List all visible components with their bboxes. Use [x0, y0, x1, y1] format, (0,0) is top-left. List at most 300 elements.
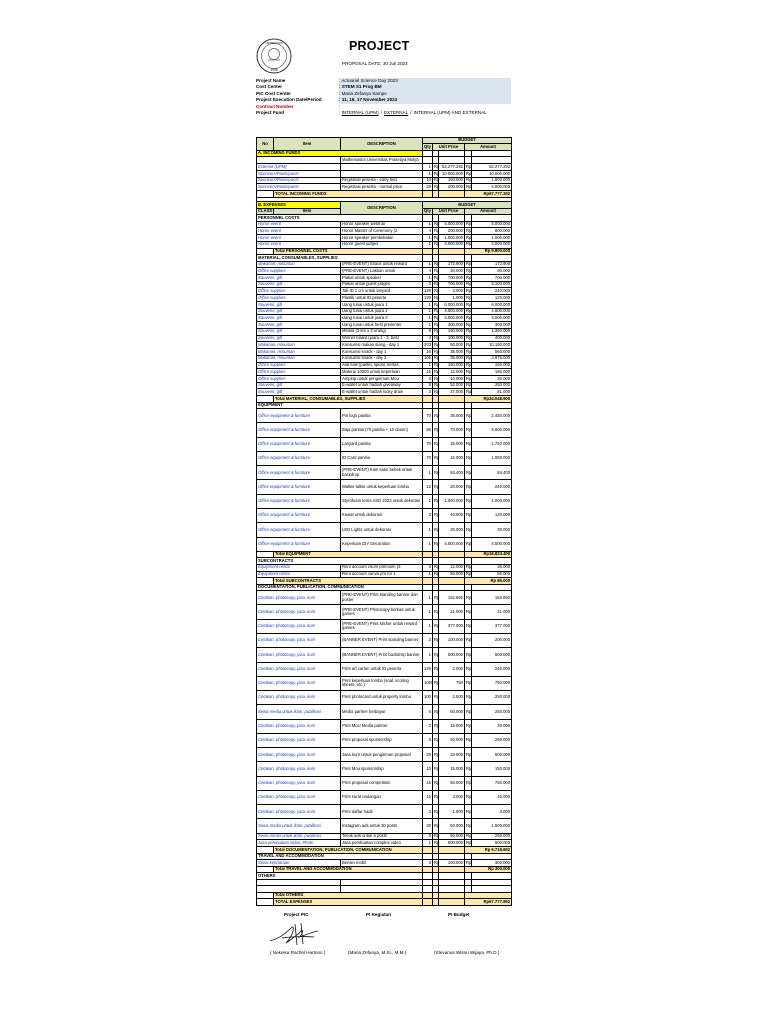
item-amount: 120.000 [472, 295, 512, 302]
cost-center: STEM S1 Prog BM [341, 84, 382, 90]
item-unit-price: 70.000 [439, 423, 465, 437]
currency-label: Rp [433, 509, 439, 523]
handwritten-signature [268, 921, 320, 947]
item-description: (PRE-EVENT) Snack untuk reward [341, 261, 423, 268]
fund-internal: INTERNAL (UPM) [341, 109, 379, 115]
item-class: Office equipment & furniture [257, 523, 341, 537]
item-description: (PRE-EVENT) Lakban untuk [341, 268, 423, 275]
item-class: Cetakan, photocopy, jasa, kurir [257, 790, 341, 804]
total-row [257, 899, 512, 905]
item-class [257, 157, 341, 164]
item-class: Cetakan, photocopy, jasa, kurir [257, 776, 341, 790]
column-header: BUDGET [423, 202, 512, 208]
line-item-row [257, 619, 512, 633]
item-description: Rent account zoom premium (3 [341, 564, 423, 571]
info-label: PIC Cost Center [256, 90, 291, 96]
item-unit-price: 20.000 [439, 480, 465, 494]
item-unit-price: 1.000 [439, 295, 465, 302]
item-description: Registrasi peserta - normal price [341, 184, 423, 191]
currency-label: Rp [466, 314, 472, 320]
item-qty [423, 157, 433, 164]
item-class: Souvenir, gift [257, 335, 341, 342]
info-label: Project Fund [256, 109, 285, 115]
line-item-row [257, 537, 512, 551]
currency-label: Rp [433, 762, 439, 776]
currency-label: Rp [466, 840, 472, 846]
item-unit-price: 50.000 [439, 819, 465, 833]
item-description: Print art carton untuk ID peserta [341, 662, 423, 676]
item-unit-price: 500.000 [439, 648, 465, 662]
currency-label: Rp [433, 466, 439, 480]
currency-label: Rp [433, 619, 439, 633]
item-qty: 20 [423, 184, 433, 191]
item-amount: 21.000 [472, 605, 512, 619]
item-description: (PRE-EVENT) Print sticker untuk reward games [341, 619, 423, 633]
item-qty: 1 [423, 241, 433, 248]
item-unit-price: 50.000 [439, 733, 465, 747]
currency-label: Rp [466, 833, 472, 839]
item-unit-price: 50.000 [439, 833, 465, 840]
item-class: Cetakan, photocopy, jasa, kurir [257, 762, 341, 776]
line-item-row [257, 833, 512, 840]
item-unit-price: 15.000 [439, 762, 465, 776]
item-unit-price: 52.277.292 [439, 164, 465, 171]
currency-label: Rp [465, 719, 472, 733]
currency-label: Rp [434, 308, 440, 314]
item-qty: 1 [423, 591, 433, 605]
item-class: External (UPM) [257, 164, 341, 171]
total-amount: Rp16.824.400 [465, 551, 512, 557]
column-header: Qty [424, 143, 431, 149]
item-description: Honor speaker pembekalan [341, 235, 423, 242]
line-item-row [257, 634, 512, 648]
item-qty: 4 [423, 335, 433, 342]
item-description: Uang tunai untuk best presenter [341, 322, 423, 329]
currency-label: Rp [434, 221, 440, 227]
currency-label: Rp [466, 321, 472, 327]
currency-label: Rp [465, 733, 472, 747]
currency-label: Rp [465, 466, 472, 480]
section-label: MATERIAL, CONSUMABLES, SUPPLIES [257, 255, 423, 261]
project-info [256, 78, 511, 116]
item-class: Makanan, minuman [257, 355, 341, 362]
item-description: E-wallet untuk hadiah giveaway [341, 382, 423, 389]
item-description: Bensin mobil [341, 860, 423, 867]
currency-label: Rp [434, 294, 440, 300]
currency-label: Rp [466, 308, 472, 314]
item-qty: 1 [423, 301, 433, 308]
total-label: TOTAL INCOMING FUNDS [274, 191, 423, 197]
table-cell [257, 899, 274, 905]
item-qty: 1 [423, 235, 433, 242]
section-label: OTHERS [257, 873, 423, 879]
item-qty: 1 [423, 537, 433, 551]
currency-label: Rp [434, 177, 440, 183]
item-description: Tiktok ads untuk 5 posts [341, 833, 423, 840]
logo-year: 1995 [270, 68, 278, 72]
item-amount: 30.000 [472, 523, 512, 537]
item-amount: 377.000 [472, 619, 512, 633]
item-description: (BANNER EVENT) Print standing banner [341, 634, 423, 648]
currency-label: Rp [466, 261, 472, 267]
line-item-row [257, 315, 512, 322]
item-class: Sponsors/Participants [257, 184, 341, 191]
item-unit-price: 12.000 [439, 564, 465, 571]
line-item-row [257, 860, 512, 867]
line-item-row [257, 164, 512, 171]
currency-label: Rp [433, 776, 439, 790]
currency-label: Rp [466, 328, 472, 334]
currency-label: Rp [465, 494, 472, 508]
column-header: DESCRIPTION [341, 202, 423, 215]
total-amount: Rp67.777.292 [465, 191, 512, 197]
item-class: Cetakan, photocopy, jasa, kurir [257, 733, 341, 747]
column-header: Unit Price [433, 208, 465, 214]
item-amount: 45.000 [472, 790, 512, 804]
item-qty: 4 [423, 228, 433, 235]
currency-label: Rp [433, 591, 439, 605]
item-class: Souvenir, gift [257, 389, 341, 396]
item-class: Makanan, minuman [257, 342, 341, 349]
item-class: Souvenir, gift [257, 315, 341, 322]
item-description: Honor speaker webinar [341, 221, 423, 228]
item-qty: 5 [423, 382, 433, 389]
line-item-row [257, 308, 512, 315]
item-description: Keperluan DIY Decoration [341, 537, 423, 551]
item-amount: 250.000 [472, 733, 512, 747]
line-item-row [257, 261, 512, 268]
item-class: Souvenir, gift [257, 328, 341, 335]
item-unit-price: 4.500.000 [439, 308, 465, 315]
item-unit-price: 500.000 [439, 840, 465, 847]
currency-label: Rp [433, 790, 439, 804]
item-description: Kawat untuk dekorasi [341, 509, 423, 523]
currency-label: Rp [465, 423, 472, 437]
item-unit-price [439, 157, 465, 164]
currency-label: Rp [433, 719, 439, 733]
item-qty: 5 [423, 833, 433, 840]
item-amount: 3.675.000 [472, 355, 512, 362]
item-amount: 260.000 [472, 382, 512, 389]
currency-label: Rp [434, 267, 440, 273]
item-unit-price: 100.000 [439, 335, 465, 342]
table-cell [423, 899, 433, 905]
item-unit-price: 50.000 [439, 571, 465, 578]
item-unit-price: 3.000.000 [439, 315, 465, 322]
item-description: Tali ID 1 cm untuk lanyard [341, 288, 423, 295]
item-amount: 500.000 [472, 648, 512, 662]
item-class: Jasa pembuatan video, Photo [257, 840, 341, 847]
item-qty: 3 [423, 389, 433, 396]
item-description: Jasa pembuatan complex video [341, 840, 423, 847]
currency-label: Rp [434, 170, 440, 176]
item-amount: 2.450.000 [472, 409, 512, 423]
item-amount: 180.000 [472, 369, 512, 376]
item-unit-price: 150.000 [439, 177, 465, 184]
currency-label: Rp [434, 833, 440, 839]
item-class: Equipment rental [257, 564, 341, 571]
item-amount: 250.000 [472, 833, 512, 840]
currency-label: Rp [466, 335, 472, 341]
line-item-row [257, 221, 512, 228]
line-item-row [257, 494, 512, 508]
currency-label: Rp [465, 437, 472, 451]
item-unit-price: 100.000 [439, 860, 465, 867]
line-item-row [257, 705, 512, 719]
total-label: Total DOCUMENTATION, PUBLICATION, COMMUNICATION [274, 847, 423, 853]
currency-label: Rp [434, 335, 440, 341]
item-class: Honor event [257, 228, 341, 235]
item-description: Print proposal competition [341, 776, 423, 790]
currency-label: Rp [466, 571, 472, 577]
currency-label: Rp [466, 170, 472, 176]
item-qty: 1 [423, 466, 433, 480]
item-description: Konsumsi makan siang - day 1 [341, 342, 423, 349]
line-item-row [257, 648, 512, 662]
item-description: Rent account canva pro for 1 [341, 571, 423, 578]
line-item-row [257, 177, 512, 184]
item-description: (PRE-EVENT) Print standing banner dan poster [341, 591, 423, 605]
currency-label: Rp [433, 480, 439, 494]
item-amount: 6.000.000 [472, 301, 512, 308]
item-qty: 105 [424, 355, 431, 361]
currency-label: Rp [433, 605, 439, 619]
total-amount: Rp 6.718.692 [465, 847, 512, 853]
signature-title-pi: PI Kegiatan [366, 912, 392, 917]
item-unit-price: 27.000 [439, 389, 465, 396]
item-unit-price: 200.000 [439, 184, 465, 191]
line-item-row [257, 564, 512, 571]
currency-label [465, 157, 472, 164]
fund-external: EXTERNAL [383, 109, 409, 115]
currency-label: Rp [466, 234, 472, 240]
currency-label: Rp [434, 564, 440, 570]
item-unit-price: 6.000.000 [439, 301, 465, 308]
item-qty: 10 [423, 177, 433, 184]
item-class: Cetakan, photocopy, jasa, kurir [257, 805, 341, 819]
item-description: Medali (3 tim x 3 orang) [341, 328, 423, 335]
item-qty: 3 [423, 509, 433, 523]
proposal-date: PROPOSAL DATE: 30 Juli 2023 [342, 61, 408, 66]
item-class: Souvenir, gift [257, 281, 341, 288]
item-amount: 240.000 [472, 288, 512, 295]
item-unit-price: 3.000.000 [439, 241, 465, 248]
line-item-row [257, 268, 512, 275]
item-class: Office supplies [257, 362, 341, 369]
item-class: Office supplies [257, 369, 341, 376]
currency-label: Rp [433, 662, 439, 676]
logo-text: UNIVERSITAS [265, 41, 283, 45]
line-item-row [257, 819, 512, 833]
item-description: Walkie talkie untuk keperluan lomba [341, 480, 423, 494]
item-class: Honor event [257, 221, 341, 228]
currency-label: Rp [434, 163, 440, 169]
item-amount: 172.900 [472, 261, 512, 268]
item-qty: 100 [423, 691, 433, 705]
line-item-row [257, 389, 512, 396]
item-description: Print MoU Media partner [341, 719, 423, 733]
line-item-row [257, 295, 512, 302]
item-description: Print Mou sponsorship [341, 762, 423, 776]
currency-label: Rp [466, 348, 472, 354]
currency-label: Rp [434, 571, 440, 577]
currency-label: Rp [466, 241, 472, 247]
item-amount: 30.000 [472, 719, 512, 733]
item-description: Print surat undangan [341, 790, 423, 804]
section-label: PERSONNEL COSTS [257, 215, 423, 221]
item-unit-price: 700.000 [439, 281, 465, 288]
item-unit-price: 150.000 [439, 362, 465, 369]
currency-label: Rp [466, 375, 472, 381]
currency-label: Rp [434, 328, 440, 334]
item-unit-price: 10.000 [439, 375, 465, 382]
line-item-row [257, 328, 512, 335]
item-class: Office equipment & furniture [257, 437, 341, 451]
section-label: SUBCONTRACTS [257, 558, 423, 564]
fund-both: INTERNAL (UPM) AND EXTERNAL [413, 109, 487, 115]
item-class: Sponsors/Participants [257, 177, 341, 184]
item-description: Plakat untuk speaker [341, 274, 423, 281]
item-class: Sewa kendaraan [257, 860, 341, 867]
item-unit-price: 15.000 [439, 451, 465, 465]
item-description: Baju panitia (70 panitia + 10 dosen) [341, 423, 423, 437]
total-label: TOTAL EXPENSES [274, 899, 423, 905]
item-description: Uang tunai untuk juara 3 [341, 315, 423, 322]
item-class: Sewa media untuk iklan, publikasi [257, 833, 341, 840]
currency-label: Rp [466, 368, 472, 374]
currency-label: Rp [433, 819, 439, 833]
line-item-row [257, 748, 512, 762]
item-qty: 203 [424, 341, 431, 347]
item-class: Souvenir, gift [257, 301, 341, 308]
signature-name-pi: (Maria Zefanya, M.Si., M.M.) [348, 950, 407, 955]
line-item-row [257, 157, 512, 164]
item-class: Souvenir, gift [257, 322, 341, 329]
currency-label: Rp [465, 523, 472, 537]
item-class: Cetakan, photocopy, jasa, kurir [257, 662, 341, 676]
item-amount: 240.000 [472, 662, 512, 676]
line-item-row [257, 409, 512, 423]
item-unit-price: 25.000 [439, 748, 465, 762]
item-qty: 15 [423, 776, 433, 790]
item-unit-price: 152.692 [439, 591, 465, 605]
item-amount: 1.350.000 [472, 328, 512, 335]
item-description: Registrasi peserta - early bird [341, 177, 423, 184]
signature-title-pic: Project PIC [284, 912, 309, 917]
item-class: Souvenir, gift [257, 308, 341, 315]
item-amount: 2.100.000 [472, 281, 512, 288]
item-qty: 2 [423, 719, 433, 733]
item-unit-price: 21.000 [439, 605, 465, 619]
item-class: Souvenir, gift [257, 274, 341, 281]
line-item-row [257, 451, 512, 465]
item-unit-price: 2.000 [439, 662, 465, 676]
item-class: Cetakan, photocopy, jasa, kurir [257, 691, 341, 705]
item-amount: 500.000 [472, 840, 512, 847]
item-class: Office supplies [257, 295, 341, 302]
currency-label: Rp [434, 274, 440, 280]
currency-label: Rp [465, 591, 472, 605]
line-item-row [257, 335, 512, 342]
currency-label: Rp [433, 494, 439, 508]
item-qty: 15 [423, 369, 433, 376]
total-label: Total OTHERS [274, 892, 423, 898]
item-class: Office equipment & furniture [257, 423, 341, 437]
item-amount: 400.000 [472, 335, 512, 342]
currency-label: Rp [434, 348, 440, 354]
item-amount: 250.000 [472, 691, 512, 705]
currency-label: Rp [434, 321, 440, 327]
info-row-fund [256, 110, 511, 116]
line-item-row [257, 762, 512, 776]
item-description: (PRE-EVENT) Photocopy berkas untuk games [341, 605, 423, 619]
item-amount: 80.000 [472, 268, 512, 275]
item-qty: 70 [423, 437, 433, 451]
item-class: Equipment rental [257, 571, 341, 578]
currency-label: Rp [434, 362, 440, 368]
currency-label: Rp [466, 184, 472, 189]
item-description [341, 170, 423, 177]
item-amount: 750.000 [472, 676, 512, 690]
item-description: LED Lights untuk dekorasi [341, 523, 423, 537]
item-class: Cetakan, photocopy, jasa, kurir [257, 591, 341, 605]
item-amount [472, 157, 512, 164]
currency-label: Rp [434, 241, 440, 247]
item-unit-price: 1.000.000 [439, 235, 465, 242]
item-qty: 1000 [423, 676, 433, 690]
item-amount: 750.000 [472, 776, 512, 790]
total-label: Total MATERIAL, CONSUMABLES, SUPPLIES [274, 396, 423, 402]
column-header: Qty [424, 208, 431, 214]
currency-label: Rp [434, 281, 440, 287]
currency-label: Rp [466, 859, 472, 865]
item-amount: 120.000 [472, 509, 512, 523]
item-description: (PRE-EVENT) Kain satin bebek untuk backdrop [341, 466, 423, 480]
total-label: Total PERSONNEL COSTS [274, 248, 423, 254]
item-unit-price: 10.000.000 [439, 170, 465, 177]
line-item-row [257, 790, 512, 804]
signature-name-pic: ( Nekeisa Rachel Hartono ) [270, 950, 326, 955]
item-description: Honor Master of Ceremony (2 [341, 228, 423, 235]
item-amount: 4.500.000 [472, 537, 512, 551]
item-qty: 80 [423, 423, 433, 437]
currency-label: Rp [465, 805, 472, 819]
currency-label: Rp [466, 301, 472, 307]
item-class: Office equipment & furniture [257, 509, 341, 523]
item-qty: 1 [423, 605, 433, 619]
item-unit-price: 84.400 [439, 466, 465, 480]
line-item-row [257, 375, 512, 382]
fund-separator: / [380, 109, 382, 115]
currency-label: Rp [434, 355, 440, 361]
item-qty: 1 [423, 221, 433, 228]
item-amount: 36.000 [472, 564, 512, 571]
total-label: Total SUBCONTRACTS [274, 578, 423, 584]
item-unit-price: 15.000 [439, 719, 465, 733]
fund-separator: / [410, 109, 412, 115]
currency-label: Rp [433, 537, 439, 551]
item-qty: 120 [423, 662, 433, 676]
period: 11, 16, 17 November 2023 [341, 97, 398, 103]
line-item-row [257, 274, 512, 281]
item-class: Cetakan, photocopy, jasa, kurir [257, 648, 341, 662]
item-unit-price: 700.000 [439, 274, 465, 281]
item-amount: 1.500.000 [472, 819, 512, 833]
item-qty: 1 [423, 619, 433, 633]
info-label: Contract Number [256, 103, 294, 109]
currency-label: Rp [433, 676, 439, 690]
item-amount: 10.150.000 [472, 342, 512, 349]
